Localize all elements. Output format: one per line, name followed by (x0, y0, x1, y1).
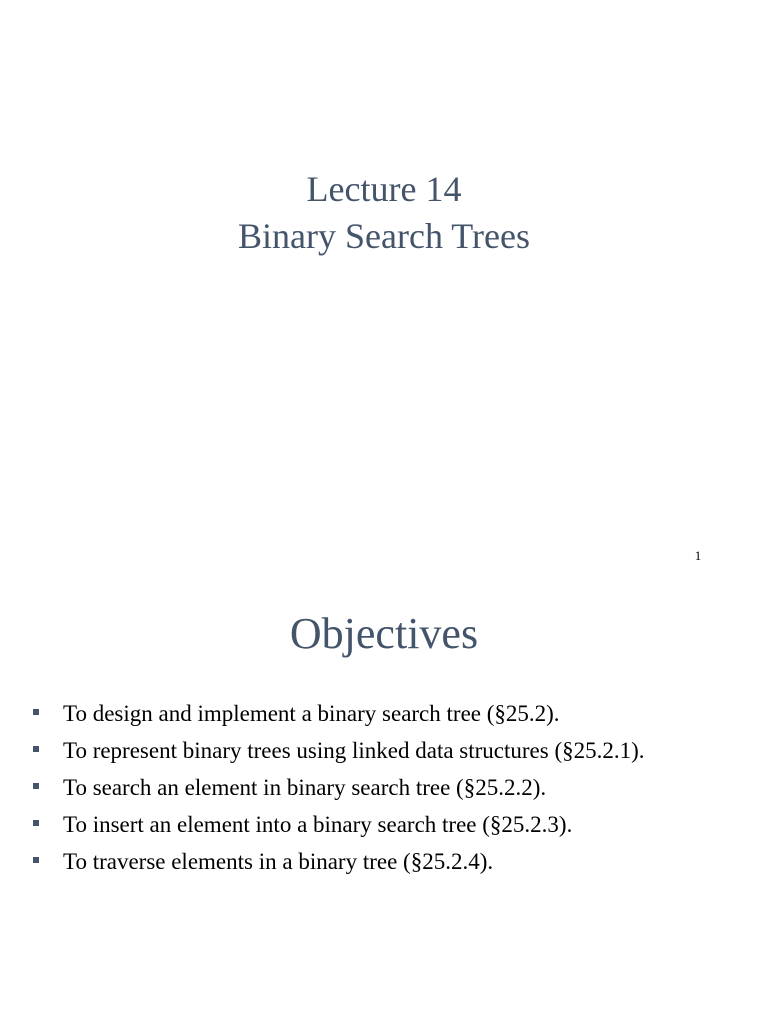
square-bullet-icon (33, 820, 39, 826)
square-bullet-icon (33, 857, 39, 863)
list-item (0, 732, 768, 769)
list-item (0, 843, 768, 880)
list-item (0, 806, 768, 843)
bullet-text: To represent binary trees using linked data structures (§25.2.1). (63, 738, 645, 763)
bullet-text: To design and implement a binary search tree (§25.2). (63, 701, 560, 726)
list-item (0, 695, 768, 732)
objectives-title: Objectives (289, 609, 479, 658)
list-item (0, 769, 768, 806)
lecture-topic-title: Binary Search Trees (238, 216, 530, 256)
square-bullet-icon (33, 746, 39, 752)
objectives-list (0, 695, 768, 880)
square-bullet-icon (33, 783, 39, 789)
square-bullet-icon (33, 709, 39, 715)
bullet-text: To traverse elements in a binary tree (§25.2.4). (63, 849, 494, 874)
bullet-text: To search an element in binary search tree (§25.2.2). (63, 775, 547, 800)
lecture-number-title: Lecture 14 (306, 169, 462, 209)
slide-title (0, 166, 768, 260)
bullet-text: To insert an element into a binary search tree (§25.2.3). (63, 812, 573, 837)
page-number: 1 (694, 548, 702, 563)
objectives-slide (0, 576, 768, 1024)
